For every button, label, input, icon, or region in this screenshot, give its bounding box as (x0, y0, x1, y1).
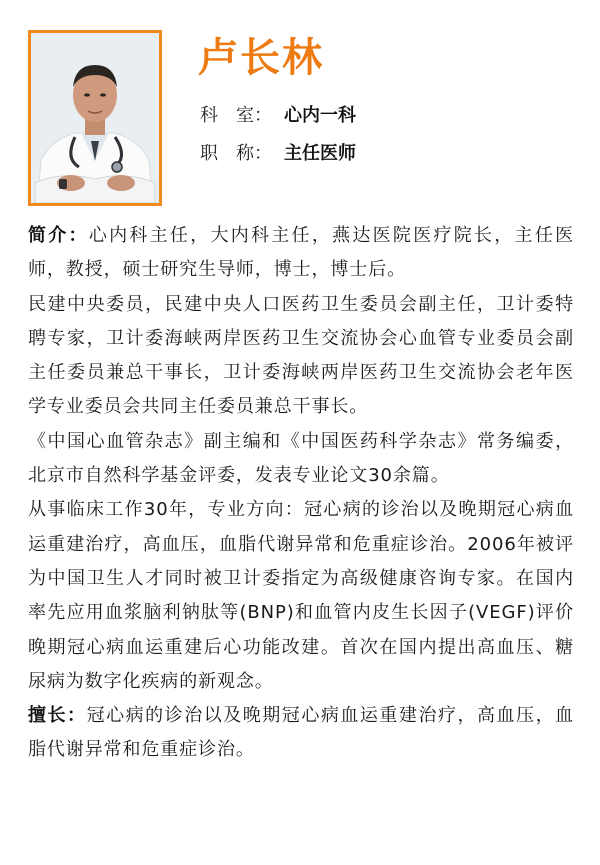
specialty-label: 擅长： (28, 705, 87, 727)
specialty-paragraph (28, 699, 574, 768)
title-row (200, 142, 356, 166)
department-value: 心内一科 (284, 105, 356, 126)
clinical-paragraph: 从事临床工作30年，专业方向：冠心病的诊治以及晚期冠心病血运重建治疗，高血压，血脂代谢异常和危重症诊治。2006年被评为中国卫生人才同时被卫计委指定为高级健康咨询专家。在国内率先应用血浆脑利钠肽等(BNP)和血管内皮生长因子(VEGF)评价晚期冠心病血运重建后心功能改建。首次在国内提出高血压、糖尿病为数字化疾病的新观念。 (28, 499, 574, 692)
specialty-text: 冠心病的诊治以及晚期冠心病血运重建治疗，高血压，血脂代谢异常和危重症诊治。 (28, 705, 575, 761)
bio-content (28, 219, 574, 768)
doctor-name: 卢长林 (198, 35, 324, 81)
intro-label: 简介： (28, 225, 89, 246)
intro-paragraph (28, 219, 574, 288)
doctor-photo (28, 30, 162, 206)
title-label: 职 称： (200, 143, 272, 164)
department-row (200, 104, 356, 128)
editorial-paragraph: 《中国心血管杂志》副主编和《中国医药科学杂志》常务编委，北京市自然科学基金评委，发表专业论文30余篇。 (28, 430, 574, 487)
department-label: 科 室： (200, 105, 272, 126)
intro-text: 心内科主任，大内科主任，燕达医院医疗院长，主任医师，教授，硕士研究生导师，博士，博士后。 (28, 225, 574, 281)
doctor-portrait-image (31, 33, 159, 203)
committee-paragraph: 民建中央委员，民建中央人口医药卫生委员会副主任，卫计委特聘专家，卫计委海峡两岸医药卫生交流协会心血管专业委员会副主任委员兼总干事长，卫计委海峡两岸医药卫生交流协会老年医学专业委员会共同主任委员兼总干事长。 (28, 293, 574, 418)
title-value: 主任医师 (284, 143, 356, 164)
